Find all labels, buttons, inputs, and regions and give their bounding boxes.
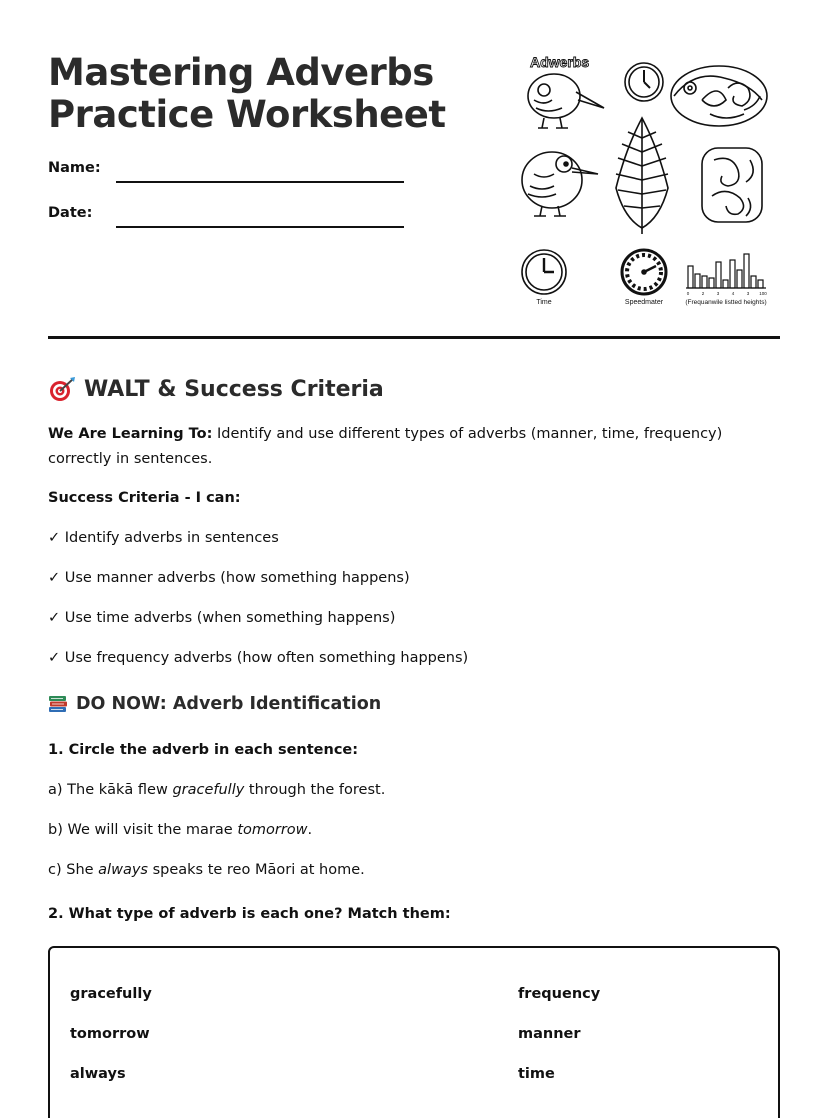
match-left-item[interactable]: gracefully <box>70 986 152 1002</box>
learning-text: Identify and use different types of adverbs (manner, time, frequency) correctly in sentences. <box>48 426 723 467</box>
title-line-1: Mastering Adverbs <box>48 51 434 94</box>
match-right-item[interactable]: time <box>518 1066 555 1082</box>
axis-tick: 0 <box>686 291 690 296</box>
title-line-2: Practice Worksheet <box>48 93 446 136</box>
walt-heading-text: WALT & Success Criteria <box>84 376 384 402</box>
sentence-b <box>48 822 312 838</box>
time-label: Time <box>536 299 552 306</box>
header-divider <box>48 336 780 339</box>
criteria-item: ✓ Use frequency adverbs (how often something happens) <box>48 650 469 666</box>
time-clock-icon <box>522 250 566 294</box>
frequency-bars-icon <box>686 254 766 288</box>
do-now-heading <box>48 694 381 714</box>
axis-tick: 3 <box>716 291 720 296</box>
maori-carving-icon <box>671 66 767 126</box>
sentence-text: through the forest. <box>244 782 386 798</box>
matching-box <box>48 946 780 1118</box>
books-icon <box>48 694 68 714</box>
axis-tick: 2 <box>701 291 705 296</box>
question-2: 2. What type of adverb is each one? Match them: <box>48 906 451 922</box>
question-1: 1. Circle the adverb in each sentence: <box>48 742 359 758</box>
axis-tick: 100 <box>759 291 767 296</box>
sentence-text: . <box>307 822 313 838</box>
axis-tick: 4 <box>731 291 735 296</box>
adverb-always[interactable]: always <box>98 862 148 878</box>
adverb-gracefully[interactable]: gracefully <box>172 782 245 798</box>
adverbs-illustration <box>514 48 776 310</box>
speedometer-icon <box>622 250 666 294</box>
koru-pattern-icon <box>702 148 762 222</box>
match-left-item[interactable]: always <box>70 1066 126 1082</box>
sentence-c <box>48 862 365 878</box>
learning-intention <box>48 422 788 472</box>
success-criteria-heading: Success Criteria - I can: <box>48 490 241 506</box>
name-field[interactable] <box>116 181 404 183</box>
clock-icon <box>625 63 663 101</box>
speedometer-label: Speedmater <box>624 299 664 306</box>
walt-heading <box>48 376 384 402</box>
criteria-item: ✓ Use time adverbs (when something happens) <box>48 610 396 626</box>
target-dart-icon <box>48 376 76 402</box>
criteria-item: ✓ Identify adverbs in sentences <box>48 530 279 546</box>
sentence-text: c) She <box>48 862 99 878</box>
match-left-item[interactable]: tomorrow <box>70 1026 150 1042</box>
kiwi-bird-icon <box>522 152 598 216</box>
kiwi-bird-icon <box>528 74 604 128</box>
match-right-item[interactable]: manner <box>518 1026 581 1042</box>
worksheet-title <box>48 52 488 136</box>
sentence-a <box>48 782 385 798</box>
date-label: Date: <box>48 205 93 221</box>
illustration-title: Adwerbs <box>530 54 590 70</box>
match-right-item[interactable]: frequency <box>518 986 601 1002</box>
learning-label: We Are Learning To: <box>48 426 213 442</box>
sentence-text: b) We will visit the marae <box>48 822 238 838</box>
frequency-label: (Frequanwile listted heights) <box>685 299 767 306</box>
adverb-tomorrow[interactable]: tomorrow <box>237 822 308 838</box>
do-now-heading-text: DO NOW: Adverb Identification <box>76 694 382 714</box>
sentence-text: speaks te reo Māori at home. <box>147 862 365 878</box>
sentence-text: a) The kākā flew <box>48 782 173 798</box>
date-field[interactable] <box>116 226 404 228</box>
criteria-item: ✓ Use manner adverbs (how something happens) <box>48 570 410 586</box>
axis-tick: 3 <box>746 291 750 296</box>
name-label: Name: <box>48 160 101 176</box>
fern-leaf-icon <box>616 118 668 234</box>
